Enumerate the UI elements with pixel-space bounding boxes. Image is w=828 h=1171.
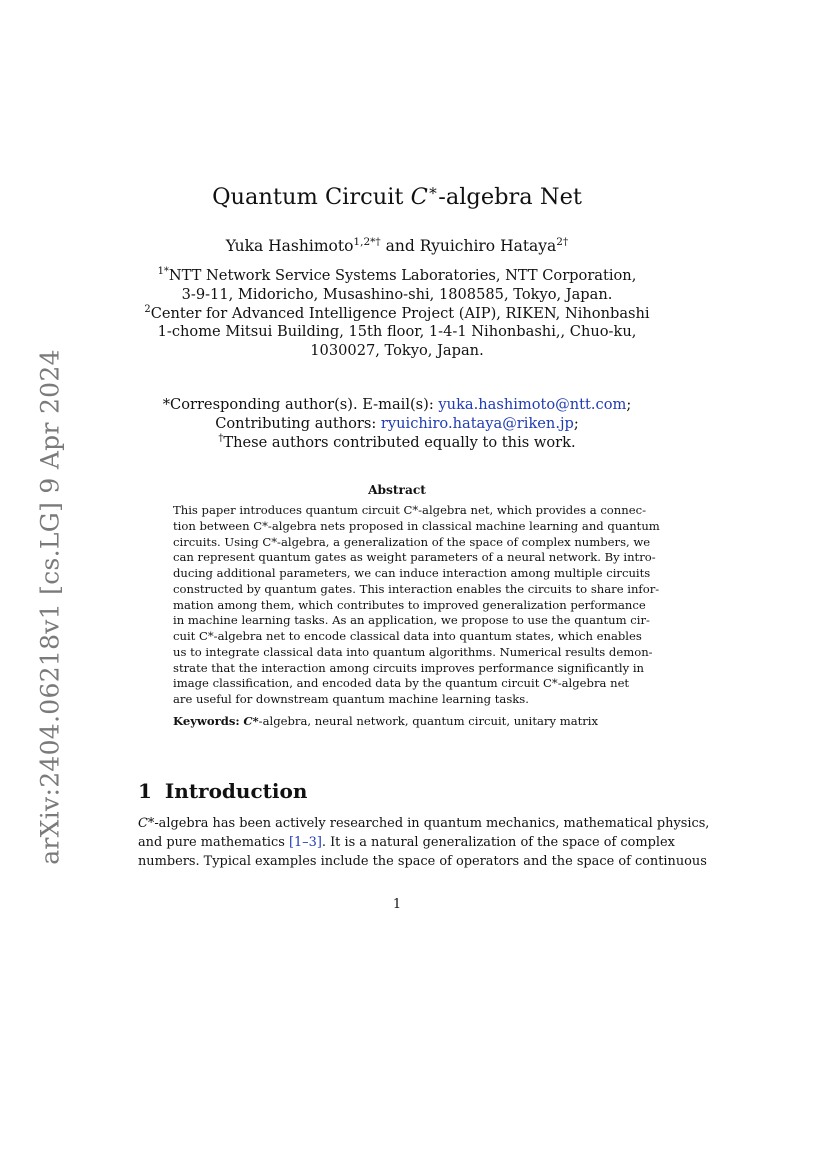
affiliation-line bbox=[0, 323, 794, 342]
keywords-label: Keywords: bbox=[173, 714, 240, 728]
author-marks: 1,2*† bbox=[353, 235, 381, 248]
affiliation-line bbox=[0, 342, 794, 361]
keywords-text: -algebra, neural network, quantum circuit, unitary matrix bbox=[258, 714, 599, 728]
author-separator: and bbox=[380, 237, 420, 255]
abstract-line: constructed by quantum gates. This interaction enables the circuits to share infor- bbox=[173, 581, 660, 596]
intro-cstar: C* bbox=[138, 816, 155, 831]
abstract-line: in machine learning tasks. As an application, we propose to use the quantum cir- bbox=[173, 613, 650, 628]
affiliation-text: NTT Network Service Systems Laboratories, NTT Corporation, bbox=[168, 267, 637, 284]
contributing-suffix: ; bbox=[573, 415, 579, 433]
abstract-line: circuits. Using C*-algebra, a generalization of the space of complex numbers, we bbox=[173, 534, 651, 549]
affiliation-text: Center for Advanced Intelligence Project (AIP), RIKEN, Nihonbashi bbox=[150, 304, 650, 322]
intro-line bbox=[138, 814, 710, 833]
affiliation-line bbox=[0, 267, 794, 286]
contributing-label: Contributing authors: bbox=[215, 415, 381, 433]
corresponding-email-link[interactable]: yuka.hashimoto@ntt.com bbox=[438, 396, 627, 413]
affiliation-mark: 1* bbox=[157, 266, 169, 278]
abstract-line: image classification, and encoded data by the quantum circuit C*-algebra net bbox=[173, 676, 630, 691]
corresponding-suffix: ; bbox=[626, 396, 632, 413]
abstract-line: ducing additional parameters, we can induce interaction among multiple circuits bbox=[173, 566, 651, 580]
author-name: Ryuichiro Hataya bbox=[419, 237, 557, 255]
affiliation-text: 1-chome Mitsui Building, 15th floor, 1-4-1 Nihonbashi,, Chuo-ku, bbox=[157, 323, 637, 341]
corresponding-author-line bbox=[0, 395, 794, 414]
intro-line-text: and pure mathematics bbox=[138, 835, 289, 850]
title-star: ∗ bbox=[427, 181, 439, 200]
abstract-line: can represent quantum gates as weight parameters of a neural network. By intro- bbox=[173, 550, 656, 565]
intro-line bbox=[138, 833, 675, 852]
intro-line-text: -algebra has been actively researched in quantum mechanics, mathematical physics, bbox=[154, 816, 710, 831]
section-number: 1 bbox=[138, 779, 152, 803]
abstract-line: cuit C*-algebra net to encode classical data into quantum states, which enables bbox=[173, 629, 642, 643]
page-number: 1 bbox=[392, 897, 402, 912]
affiliation-line bbox=[0, 305, 794, 324]
abstract-line: This paper introduces quantum circuit C*-algebra net, which provides a connec- bbox=[173, 503, 646, 517]
equal-contribution-note bbox=[0, 433, 794, 452]
equal-contribution-text: These authors contributed equally to this work. bbox=[223, 434, 576, 452]
abstract-line: strate that the interaction among circuits improves performance significantly in bbox=[173, 660, 645, 675]
equal-contribution-mark: † bbox=[218, 433, 224, 445]
arxiv-identifier-stamp: arXiv:2404.06218v1 [cs.LG] 9 Apr 2024 bbox=[35, 349, 65, 865]
abstract-line: tion between C*-algebra nets proposed in classical machine learning and quantum bbox=[173, 518, 660, 533]
abstract-line: mation among them, which contributes to improved generalization performance bbox=[173, 597, 646, 612]
affiliation-text: 1030027, Tokyo, Japan. bbox=[310, 342, 484, 360]
affiliations bbox=[0, 267, 794, 361]
abstract-line: are useful for downstream quantum machine learning tasks. bbox=[173, 692, 529, 706]
section-heading bbox=[138, 779, 307, 803]
abstract-body bbox=[173, 503, 660, 708]
keywords-line bbox=[173, 714, 623, 728]
section-title: Introduction bbox=[164, 779, 308, 803]
abstract-heading: Abstract bbox=[368, 483, 426, 497]
author-list bbox=[0, 237, 794, 255]
contributing-email-link[interactable]: ryuichiro.hataya@riken.jp bbox=[380, 415, 574, 433]
citation-link[interactable]: [1–3] bbox=[288, 835, 322, 850]
paper-title bbox=[0, 181, 794, 210]
title-c: C bbox=[410, 184, 428, 210]
abstract-line: us to integrate classical data into quantum algorithms. Numerical results demon- bbox=[173, 644, 653, 659]
affiliation-text: 3-9-11, Midoricho, Musashino-shi, 1808585, Tokyo, Japan. bbox=[181, 285, 613, 303]
affiliation-line bbox=[0, 286, 794, 305]
title-prefix: Quantum Circuit bbox=[212, 184, 411, 210]
corresponding-label: *Corresponding author(s). E-mail(s): bbox=[162, 396, 439, 413]
introduction-text bbox=[138, 814, 710, 871]
author-marks: 2† bbox=[556, 235, 569, 248]
title-suffix: -algebra Net bbox=[438, 184, 582, 210]
keywords-cstar: C* bbox=[243, 714, 259, 728]
author-name: Yuka Hashimoto bbox=[225, 237, 354, 255]
contributing-author-line bbox=[0, 414, 794, 433]
intro-line bbox=[138, 852, 707, 871]
intro-line-text: . It is a natural generalization of the space of complex bbox=[321, 835, 675, 850]
contact-information bbox=[0, 395, 794, 453]
affiliation-mark: 2 bbox=[144, 303, 151, 315]
intro-line-text: numbers. Typical examples include the space of operators and the space of continuous bbox=[138, 854, 707, 869]
